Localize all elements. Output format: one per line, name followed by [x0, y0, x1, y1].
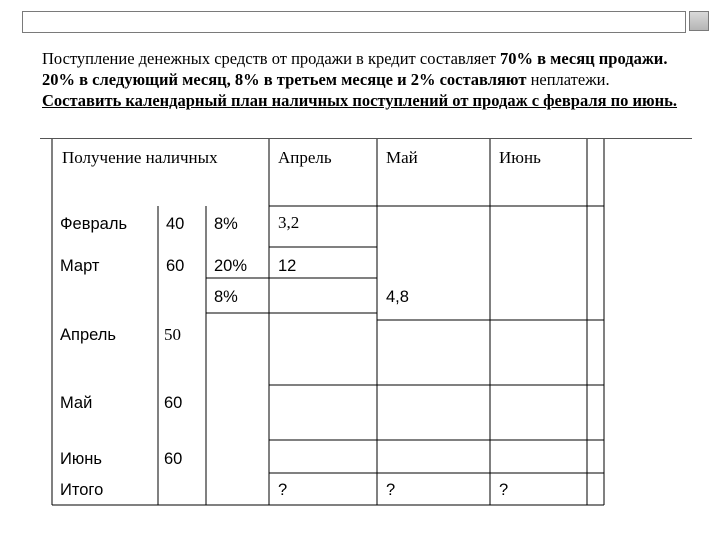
problem-nonpayment: неплатежи.	[526, 70, 610, 89]
row-total-june: ?	[499, 481, 509, 499]
row-mar-april: 12	[278, 257, 297, 275]
row-feb-percent: 8%	[214, 215, 238, 233]
header-april: Апрель	[278, 148, 332, 167]
row-mar-sales: 60	[166, 257, 185, 275]
problem-task: Составить календарный план наличных поступлений от продаж с февраля по июнь.	[42, 91, 678, 110]
row-apr-month: Апрель	[60, 326, 116, 344]
row-total-may: ?	[386, 481, 396, 499]
row-mar-percent-8: 8%	[214, 288, 238, 306]
row-may-month: Май	[60, 394, 93, 412]
header-june: Июнь	[499, 148, 541, 167]
row-jun-month: Июнь	[60, 450, 102, 468]
row-total-april: ?	[278, 481, 288, 499]
header-may: Май	[386, 148, 418, 167]
row-apr-sales: 50	[164, 325, 181, 344]
row-feb-sales: 40	[166, 215, 185, 233]
row-mar-may: 4,8	[386, 288, 409, 306]
row-may-sales: 60	[164, 394, 183, 412]
row-mar-percent-20: 20%	[214, 257, 248, 275]
row-total-label: Итого	[60, 481, 104, 499]
problem-intro: Поступление денежных средств от продажи в кредит составляет	[42, 49, 500, 68]
row-feb-april: 3,2	[278, 213, 300, 232]
row-feb-month: Февраль	[60, 215, 128, 233]
row-jun-sales: 60	[164, 450, 183, 468]
row-mar-month: Март	[60, 257, 100, 275]
problem-percent-breakdown: 20% в следующий месяц, 8% в третьем месяце и 2% составляют	[42, 70, 527, 89]
header-receipts: Получение наличных	[62, 148, 218, 167]
problem-70-percent: 70% в месяц продажи.	[499, 49, 668, 68]
